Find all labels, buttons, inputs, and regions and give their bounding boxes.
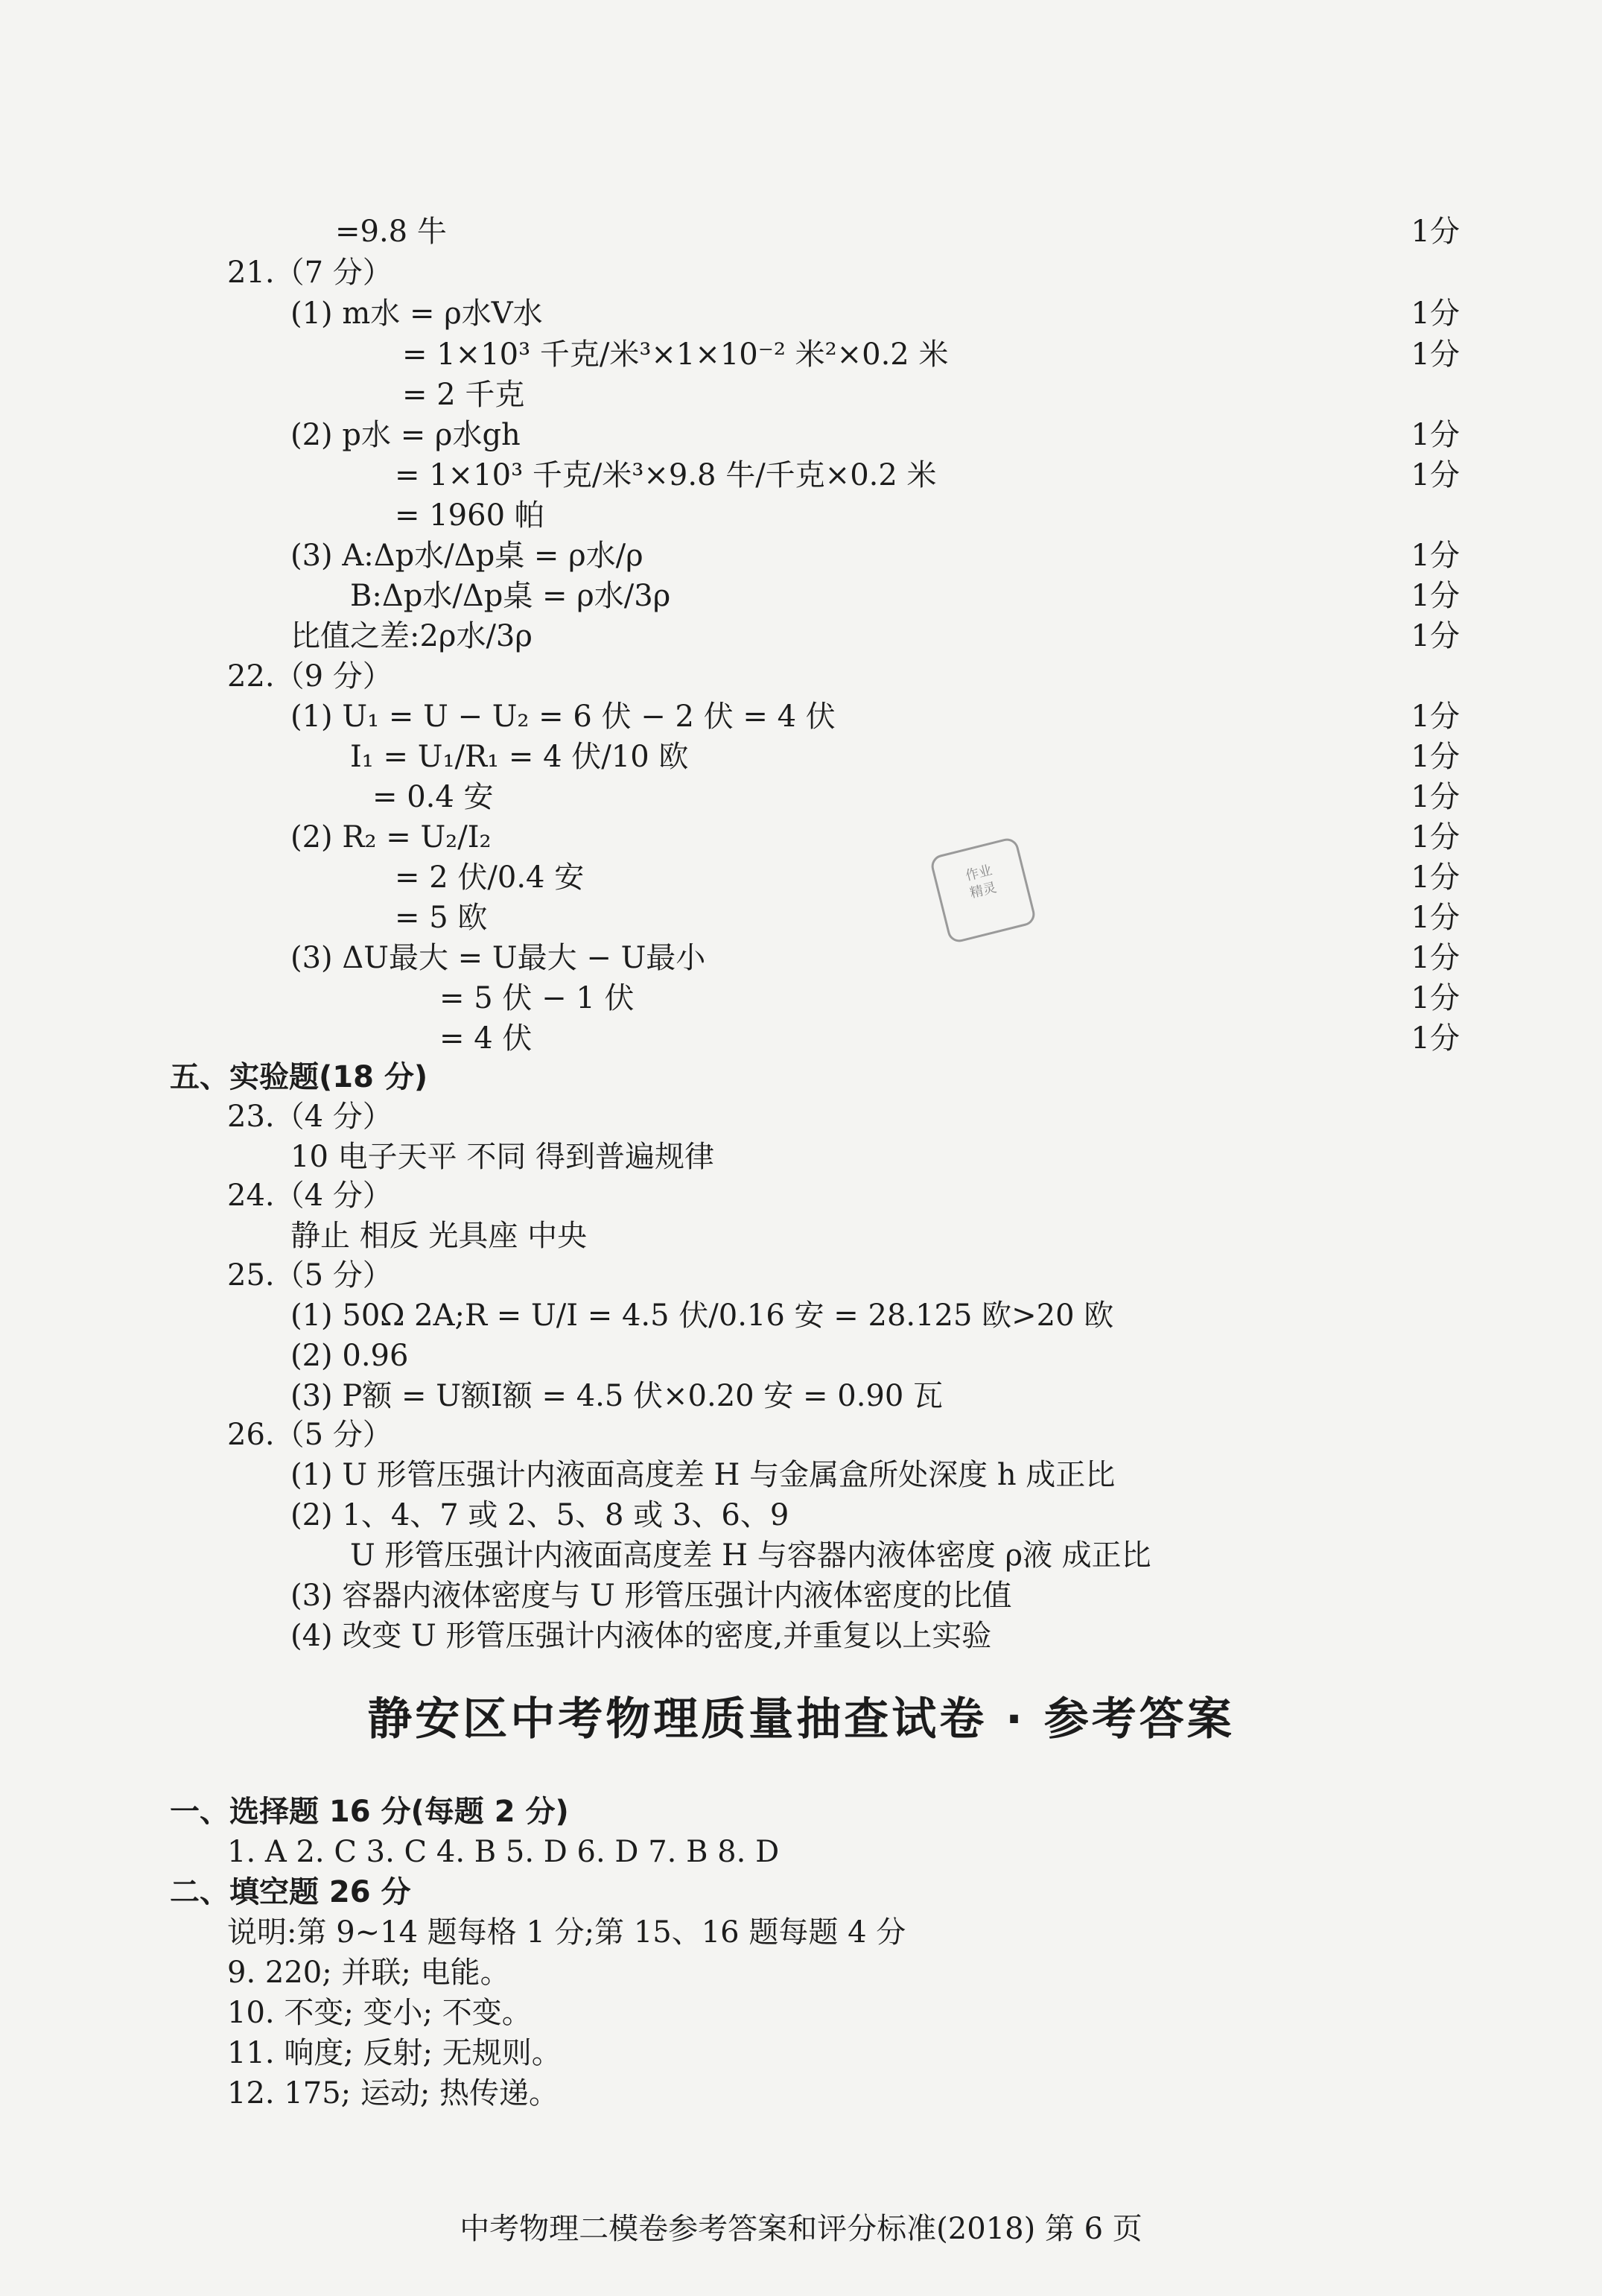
score-label: 1分	[1411, 740, 1460, 774]
score-label: 1分	[1411, 458, 1460, 492]
score-label: 1分	[1411, 579, 1460, 613]
score-label: 1分	[1411, 539, 1460, 573]
question-header: 21.（7 分）	[227, 256, 392, 290]
answer-line: 静止 相反 光具座 中央	[290, 1219, 588, 1253]
score-label: 1分	[1411, 619, 1460, 653]
answer-line: (1) 50Ω 2A;R = U/I = 4.5 伏/0.16 安 = 28.125 欧>20 欧	[290, 1298, 1114, 1333]
answer-line: = 2 千克	[402, 378, 525, 412]
watermark-stamp: 作业 精灵	[929, 836, 1037, 944]
page-footer: 中考物理二模卷参考答案和评分标准(2018) 第 6 页	[460, 2212, 1142, 2246]
answer-line: = 1×10³ 千克/米³×1×10⁻² 米²×0.2 米 1分	[0, 334, 1460, 375]
answer-line: (2) p水 = ρ水gh 1分	[0, 415, 1460, 455]
answer-line: = 5 欧 1分	[0, 898, 1460, 938]
answer-line: (4) 改变 U 形管压强计内液体的密度,并重复以上实验	[290, 1619, 992, 1653]
answer-line: (3) P额 = U额I额 = 4.5 伏×0.20 安 = 0.90 瓦	[290, 1379, 944, 1413]
answer-line: = 2 伏/0.4 安 1分	[0, 857, 1460, 898]
question-header: 25.（5 分）	[227, 1258, 392, 1293]
score-label: 1分	[1411, 418, 1460, 452]
answer-line: 1. A 2. C 3. C 4. B 5. D 6. D 7. B 8. D	[227, 1835, 780, 1869]
answer-line: = 4 伏 1分	[0, 1018, 1460, 1059]
answer-line: 9. 220; 并联; 电能。	[227, 1956, 510, 1990]
answer-line: = 5 伏 − 1 伏 1分	[0, 978, 1460, 1018]
answer-key-title: 静安区中考物理质量抽查试卷 · 参考答案	[367, 1693, 1235, 1745]
answer-line: (1) U 形管压强计内液面高度差 H 与金属盒所处深度 h 成正比	[290, 1458, 1116, 1492]
answer-line: = 1×10³ 千克/米³×9.8 牛/千克×0.2 米 1分	[0, 455, 1460, 495]
answer-line: 11. 响度; 反射; 无规则。	[227, 2036, 562, 2070]
answer-text: =9.8 牛	[335, 215, 447, 249]
score-label: 1分	[1411, 981, 1460, 1015]
answer-line: I₁ = U₁/R₁ = 4 伏/10 欧 1分	[0, 737, 1460, 777]
section-title: 一、选择题 16 分(每题 2 分)	[170, 1795, 569, 1829]
score-label: 1分	[1411, 820, 1460, 854]
score-label: 1分	[1411, 1021, 1460, 1056]
answer-line	[0, 212, 1460, 252]
answer-line: (2) R₂ = U₂/I₂ 1分	[0, 817, 1460, 857]
answer-line: 说明:第 9~14 题每格 1 分;第 15、16 题每题 4 分	[227, 1915, 906, 1950]
answer-line: B:Δp水/Δp桌 = ρ水/3ρ 1分	[0, 576, 1460, 616]
score-label: 1分	[1411, 215, 1460, 249]
score-label: 1分	[1411, 337, 1460, 372]
answer-line: (3) A:Δp水/Δp桌 = ρ水/ρ 1分	[0, 536, 1460, 576]
answer-line: = 0.4 安 1分	[0, 777, 1460, 817]
answer-line: (1) m水 = ρ水V水 1分	[0, 294, 1460, 334]
question-header: 22.（9 分）	[227, 659, 392, 694]
answer-line: 10. 不变; 变小; 不变。	[227, 1996, 532, 2030]
answer-line: (3) ΔU最大 = U最大 − U最小 1分	[0, 938, 1460, 978]
score-label: 1分	[1411, 780, 1460, 814]
answer-line: U 形管压强计内液面高度差 H 与容器内液体密度 ρ液 成正比	[350, 1538, 1151, 1573]
score-label: 1分	[1411, 941, 1460, 975]
answer-line: = 1960 帕	[395, 498, 544, 533]
question-header: 24.（4 分）	[227, 1179, 392, 1213]
answer-line: (2) 1、4、7 或 2、5、8 或 3、6、9	[290, 1498, 789, 1532]
section-title: 五、实验题(18 分)	[170, 1060, 428, 1094]
score-label: 1分	[1411, 700, 1460, 734]
answer-line: 10 电子天平 不同 得到普遍规律	[290, 1140, 715, 1174]
section-title: 二、填空题 26 分	[170, 1875, 411, 1909]
answer-line: 比值之差:2ρ水/3ρ 1分	[0, 616, 1460, 656]
question-header: 26.（5 分）	[227, 1418, 392, 1452]
answer-line: (1) U₁ = U − U₂ = 6 伏 − 2 伏 = 4 伏 1分	[0, 697, 1460, 737]
score-label: 1分	[1411, 901, 1460, 935]
answer-line: (2) 0.96	[290, 1339, 409, 1373]
answer-line: (3) 容器内液体密度与 U 形管压强计内液体密度的比值	[290, 1579, 1012, 1613]
score-label: 1分	[1411, 860, 1460, 895]
answer-line: 12. 175; 运动; 热传递。	[227, 2076, 559, 2111]
score-label: 1分	[1411, 296, 1460, 331]
question-header: 23.（4 分）	[227, 1100, 392, 1134]
